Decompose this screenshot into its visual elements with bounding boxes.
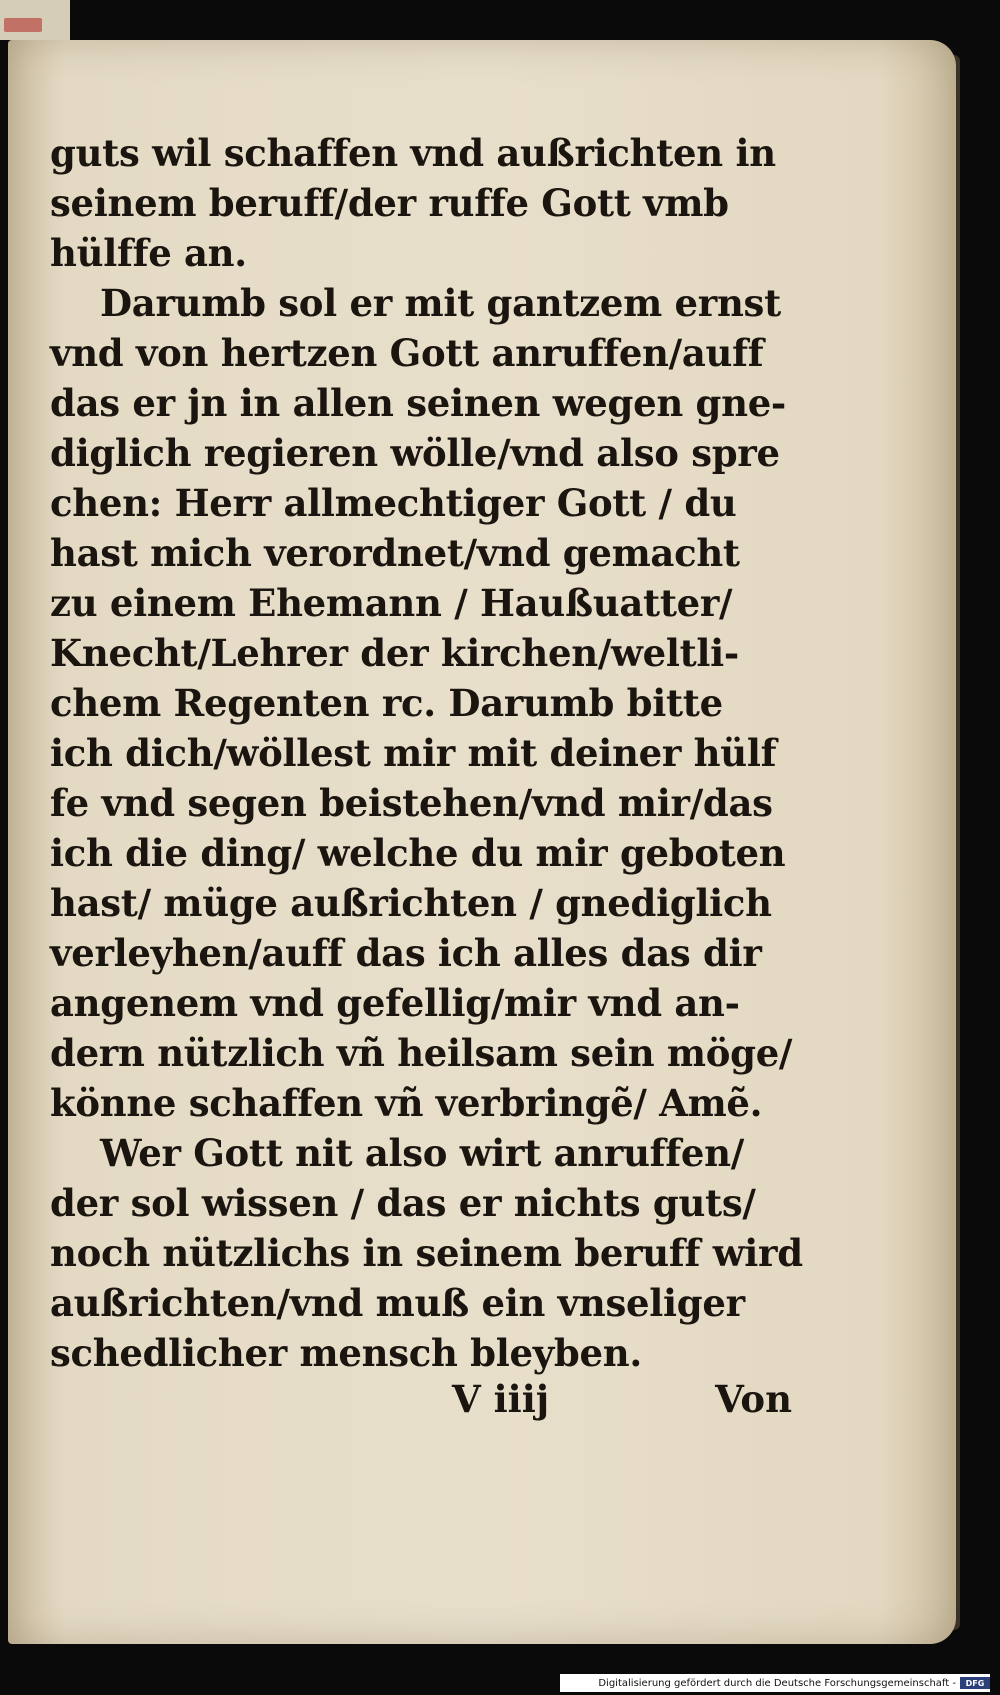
text-line: könne schaffen vñ verbringẽ/ Amẽ. bbox=[50, 1081, 763, 1125]
text-line: außrichten/vnd muß ein vnseliger bbox=[50, 1281, 745, 1325]
text-line: Wer Gott nit also wirt anruffen/ bbox=[100, 1131, 744, 1175]
red-corner-mark bbox=[4, 18, 42, 32]
text-line: hast mich verordnet/vnd gemacht bbox=[50, 531, 740, 575]
text-line: noch nützlichs in seinem beruff wird bbox=[50, 1231, 803, 1275]
page-text bbox=[50, 128, 820, 1378]
signature-mark: V iiij bbox=[452, 1377, 550, 1421]
digitization-footer bbox=[560, 1674, 990, 1692]
text-line: vnd von hertzen Gott anruffen/auff bbox=[50, 331, 764, 375]
text-line: angenem vnd gefellig/mir vnd an- bbox=[50, 981, 740, 1025]
text-line: das er jn in allen seinen wegen gne- bbox=[50, 381, 786, 425]
text-line: schedlicher mensch bleyben. bbox=[50, 1331, 642, 1375]
text-line: Knecht/Lehrer der kirchen/weltli- bbox=[50, 631, 739, 675]
text-line: guts wil schaffen vnd außrichten in bbox=[50, 131, 776, 175]
text-line: zu einem Ehemann / Haußuatter/ bbox=[50, 581, 733, 625]
text-line: chen: Herr allmechtiger Gott / du bbox=[50, 481, 737, 525]
footer-credit: Digitalisierung gefördert durch die Deutsche Forschungsgemeinschaft - bbox=[598, 1677, 956, 1689]
text-line: verleyhen/auff das ich alles das dir bbox=[50, 931, 762, 975]
catchword: Von bbox=[715, 1377, 792, 1421]
text-line: seinem beruff/der ruffe Gott vmb bbox=[50, 181, 729, 225]
text-line: der sol wissen / das er nichts guts/ bbox=[50, 1181, 756, 1225]
text-line: ich dich/wöllest mir mit deiner hülf bbox=[50, 731, 777, 775]
text-line: dern nützlich vñ heilsam sein möge/ bbox=[50, 1031, 793, 1075]
text-line: Darumb sol er mit gantzem ernst bbox=[100, 281, 781, 325]
page-signature-line bbox=[452, 1377, 792, 1421]
text-line: ich die ding/ welche du mir geboten bbox=[50, 831, 786, 875]
text-line: hast/ müge außrichten / gnediglich bbox=[50, 881, 772, 925]
dfg-logo: DFG bbox=[960, 1677, 990, 1689]
text-line: diglich regieren wölle/vnd also spre bbox=[50, 431, 780, 475]
text-line: chem Regenten rc. Darumb bitte bbox=[50, 681, 723, 725]
text-line: hülffe an. bbox=[50, 231, 247, 275]
text-line: fe vnd segen beistehen/vnd mir/das bbox=[50, 781, 773, 825]
